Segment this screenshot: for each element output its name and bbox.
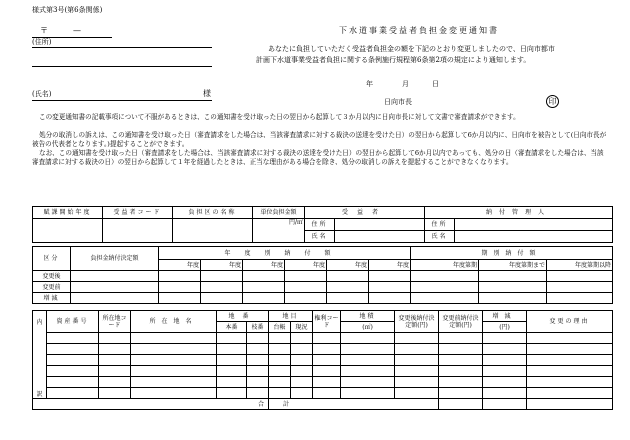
col-decided: 負担金納付決定額	[71, 247, 159, 271]
unit-charge-unit: 円/㎡	[253, 219, 305, 243]
annual-year-3: 年度	[243, 260, 285, 271]
annual-year-6: 年度	[369, 260, 411, 271]
col-right: 権利コード	[313, 311, 341, 333]
address-line-1	[32, 47, 212, 48]
postal-dash: —	[73, 26, 81, 35]
note-lawsuit: 処分の取消しの訴えは、この通知書を受け取った日（審査請求をした場合は、当該審査請求に対する裁決の送達を受けた日）の翌日から起算して6か月以内に、日向市を被告として(日向市長が被告の代表者となります。)提起することができます。	[32, 131, 607, 148]
payer-address-value	[455, 219, 613, 231]
payer-name-label: 氏名	[425, 231, 455, 243]
name-label: (氏名)	[32, 90, 52, 98]
date-year: 年	[366, 80, 373, 88]
col-location: 所在地名	[131, 311, 217, 333]
col-land: 地目	[269, 311, 313, 322]
intro-line-1: あなたに負担していただく受益者負担金の額を下記のとおり変更しましたので、日向市都市	[268, 45, 555, 53]
side-label-bottom: 訳	[33, 388, 47, 399]
col-area: 地積	[341, 311, 395, 322]
charge-table	[32, 246, 613, 304]
beneficiary-address-value	[335, 219, 425, 231]
col-reason: 変更の理由	[527, 311, 613, 333]
row-difference: 増減	[33, 293, 71, 304]
period-1: 年度第期	[411, 260, 479, 271]
note-objection: この変更通知書の記載事項について不服があるときは、この通知書を受け取った日の翌日から起算して３か月以内に日向市長に対して文書で審査請求ができます。	[39, 113, 520, 121]
start-year-value	[33, 219, 103, 243]
period-2: 年度第期まで	[479, 260, 547, 271]
note-time-limit: なお、この通知書を受け取った日（審査請求をした場合は、当該審査請求に対する裁決の送達を受けた日）の翌日から起算して6か月以内であっても、処分の日（審査請求をした場合は、当該審査請求に対する裁決の日）の翌日から起算して１年を経過したときは、正当な理由がある場合を除き、処分の取消しの訴えを提起することができなくなります。	[32, 149, 604, 166]
annual-year-4: 年度	[285, 260, 327, 271]
date-month: 月	[402, 80, 409, 88]
row-after: 変更後	[33, 271, 71, 282]
seal-mark: 印	[546, 95, 559, 108]
col-beneficiary: 受益者	[305, 207, 425, 219]
col-lot-branch: 枝番	[247, 322, 269, 333]
issuer: 日向市長	[384, 98, 412, 106]
form-number: 様式第3号(第6条関係)	[32, 6, 103, 14]
period-3: 年度第期以降	[547, 260, 613, 271]
col-before: 変更前納付決定額(円)	[439, 311, 483, 333]
side-label-top: 内	[33, 311, 47, 388]
beneficiary-name-label: 氏名	[305, 231, 335, 243]
district-value	[173, 219, 253, 243]
name-suffix: 様	[203, 89, 211, 98]
col-annual: 年度別納付額	[159, 247, 411, 260]
row-before: 変更前	[33, 282, 71, 293]
date-day: 日	[432, 80, 439, 88]
col-beneficiary-code: 受益者コード	[103, 207, 173, 219]
document-title: 下水道事業受益者負担金変更通知書	[339, 26, 499, 35]
col-unit-charge: 単位負担金額	[253, 207, 305, 219]
name-line	[32, 100, 212, 101]
col-asset-no: 資産番号	[47, 311, 99, 333]
col-diff: 増減	[483, 311, 527, 322]
address-line-2	[32, 66, 212, 67]
col-land-current: 現況	[291, 322, 313, 333]
intro-line-2: 計画下水道事業受益者負担に関する条例施行規程第6条第2項の規定により通知します。	[256, 56, 531, 64]
col-diff-unit: (円)	[483, 322, 527, 333]
annual-year-2: 年度	[201, 260, 243, 271]
col-area-unit: (㎡)	[341, 322, 395, 333]
col-payer: 納付管理人	[425, 207, 613, 219]
col-category: 区分	[33, 247, 71, 271]
col-period: 期別納付額	[411, 247, 613, 260]
beneficiary-address-label: 住所	[305, 219, 335, 231]
annual-year-5: 年度	[327, 260, 369, 271]
col-location-code: 所在地コード	[99, 311, 131, 333]
postal-mark: 〒	[40, 26, 48, 35]
beneficiary-name-value	[335, 231, 425, 243]
total-label-b: 計	[269, 399, 439, 410]
payer-address-label: 住所	[425, 219, 455, 231]
col-after: 変更後納付決定額(円)	[395, 311, 439, 333]
col-start-year: 賦課開始年度	[33, 207, 103, 219]
col-district: 負担区の名称	[173, 207, 253, 219]
breakdown-table	[32, 310, 613, 410]
beneficiary-table	[32, 206, 613, 243]
total-label-a: 合	[33, 399, 269, 410]
col-lot: 地番	[217, 311, 269, 322]
col-land-ledger: 台帳	[269, 322, 291, 333]
annual-year-1: 年度	[159, 260, 201, 271]
payer-name-value	[455, 231, 613, 243]
beneficiary-code-value	[103, 219, 173, 243]
col-lot-main: 本番	[217, 322, 247, 333]
address-label: (住所)	[32, 38, 52, 46]
